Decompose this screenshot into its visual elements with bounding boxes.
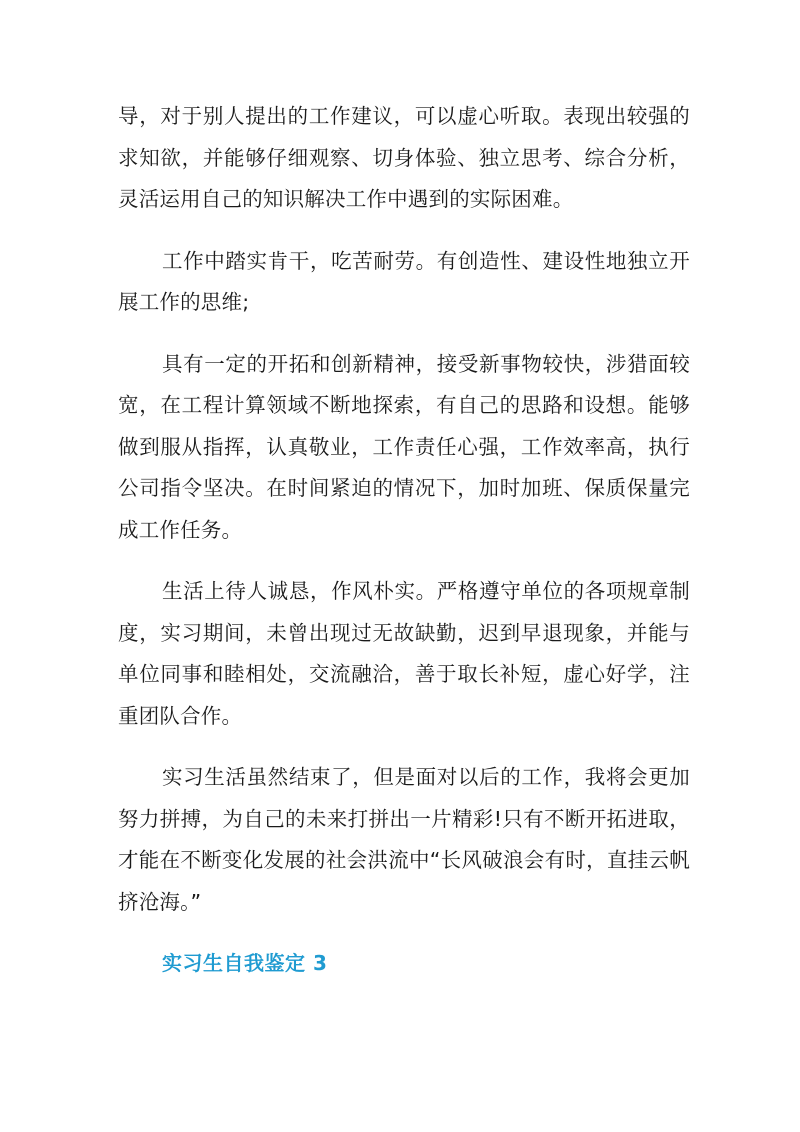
paragraph-conclusion: 实习生活虽然结束了，但是面对以后的工作，我将会更加努力拼搏，为自己的未来打拼出一片精彩!只有不断开拓进取，才能在不断变化发展的社会洪流中“长风破浪会有时，直挂云帆挤沧海。” <box>118 765 690 914</box>
paragraph-life-conduct: 生活上待人诚恳，作风朴实。严格遵守单位的各项规章制度，实习期间，未曾出现过无故缺勤，迟到早退现象，并能与单位同事和睦相处，交流融洽，善于取长补短，虚心好学，注重团队合作。 <box>118 579 690 728</box>
paragraph-continuation: 导，对于别人提出的工作建议，可以虚心听取。表现出较强的求知欲，并能够仔细观察、切身体验、独立思考、综合分析，灵活运用自己的知识解决工作中遇到的实际困难。 <box>118 104 690 211</box>
document-body <box>118 96 690 983</box>
section-heading: 实习生自我鉴定 3 <box>162 951 328 975</box>
paragraph-work-attitude: 工作中踏实肯干，吃苦耐劳。有创造性、建设性地独立开展工作的思维; <box>118 248 690 314</box>
paragraph-innovation: 具有一定的开拓和创新精神，接受新事物较快，涉猎面较宽，在工程计算领域不断地探索，有自己的思路和设想。能够做到服从指挥，认真敬业，工作责任心强，工作效率高，执行公司指令坚决。在时间紧迫的情况下，加时加班、保质保量完成工作任务。 <box>118 351 690 542</box>
